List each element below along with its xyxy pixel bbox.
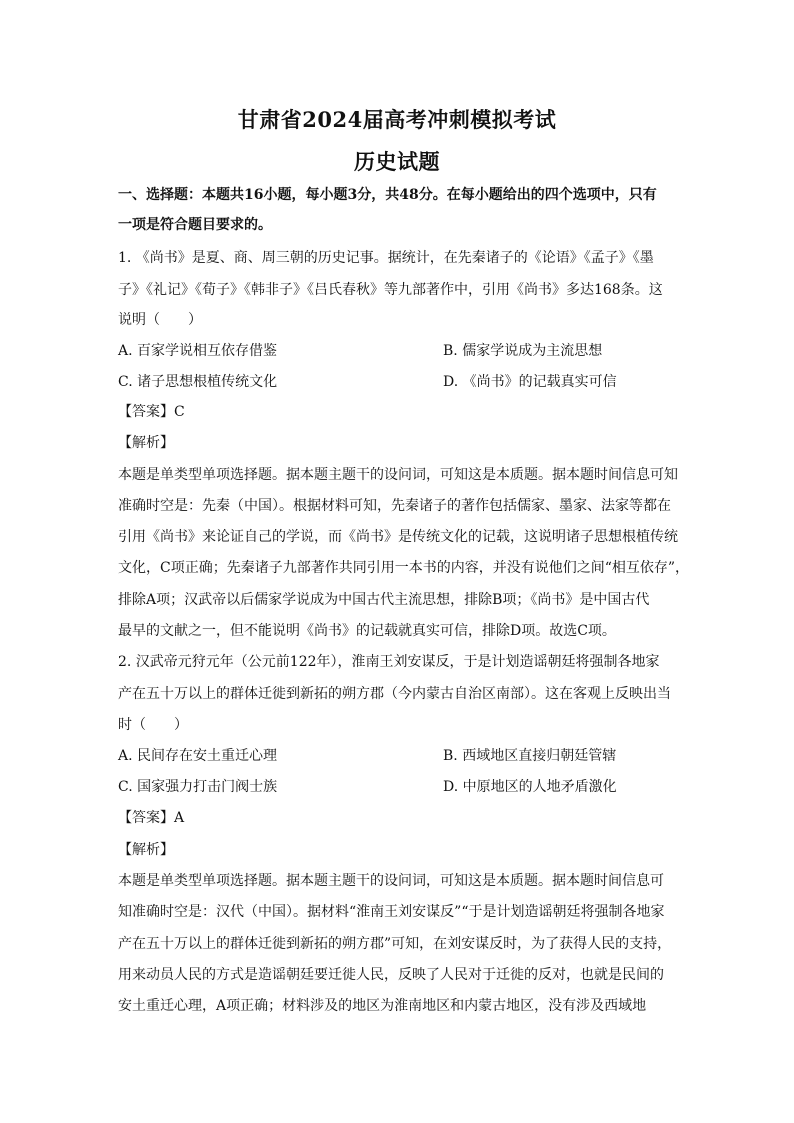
q2-stem-line-1: 2. 汉武帝元狩元年（公元前122年），淮南王刘安谋反，于是计划造谣朝廷将强制各地家 (118, 654, 660, 670)
q2-option-b: B. 西域地区直接归朝廷管辖 (443, 748, 617, 764)
q1-analysis-line-6: 最早的文献之一，但不能说明《尚书》的记载就真实可信，排除D项。故选C项。 (118, 623, 616, 639)
q1-option-c: C. 诸子思想根植传统文化 (118, 374, 278, 390)
q1-analysis-line-2: 准确时空是：先秦（中国）。根据材料可知，先秦诸子的著作包括儒家、墨家、法家等都在 (118, 498, 671, 514)
q1-option-b: B. 儒家学说成为主流思想 (443, 343, 603, 359)
q1-option-d: D. 《尚书》的记载真实可信 (443, 374, 617, 390)
q2-option-d: D. 中原地区的人地矛盾激化 (443, 779, 617, 795)
q1-option-a: A. 百家学说相互依存借鉴 (118, 343, 278, 359)
q1-stem-line-3: 说明（ ） (118, 312, 202, 328)
q2-option-a: A. 民间存在安土重迁心理 (118, 748, 278, 764)
q2-analysis-label: 【解析】 (118, 842, 174, 858)
q1-stem-line-2: 子》《礼记》《荀子》《韩非子》《吕氏春秋》等九部著作中，引用《尚书》多达168条。这 (118, 282, 663, 298)
q1-stem-line-1: 1. 《尚书》是夏、商、周三朝的历史记事。据统计，在先秦诸子的《论语》《孟子》《墨 (118, 250, 654, 266)
q2-analysis-line-5: 安土重迁心理，A项正确；材料涉及的地区为淮南地区和内蒙古地区，没有涉及西域地 (118, 998, 647, 1014)
section-header-line-1: 一、选择题：本题共16小题，每小题3分，共48分。在每小题给出的四个选项中，只有 (118, 187, 657, 203)
q2-answer: 【答案】A (118, 810, 185, 826)
q1-analysis-label: 【解析】 (118, 435, 174, 451)
section-header-line-2: 一项是符合题目要求的。 (118, 217, 272, 233)
exam-subtitle: 历史试题 (354, 149, 440, 174)
q2-analysis-line-3: 产在五十万以上的群体迁徙到新拓的朔方郡”可知，在刘安谋反时，为了获得人民的支持， (118, 936, 672, 952)
q1-analysis-line-5: 排除A项；汉武帝以后儒家学说成为中国古代主流思想，排除B项；《尚书》是中国古代 (118, 592, 650, 608)
q2-stem-line-3: 时（ ） (118, 717, 188, 733)
q2-analysis-line-1: 本题是单类型单项选择题。据本题主题干的设问词，可知这是本质题。据本题时间信息可 (118, 873, 664, 889)
q1-analysis-line-4: 文化，C项正确；先秦诸子九部著作共同引用一本书的内容，并没有说他们之间“相互依存”， (118, 560, 690, 576)
q2-analysis-line-2: 知准确时空是：汉代（中国）。据材料“淮南王刘安谋反”“于是计划造谣朝廷将强制各地家 (118, 904, 665, 920)
q2-stem-line-2: 产在五十万以上的群体迁徙到新拓的朔方郡（今内蒙古自治区南部）。这在客观上反映出当 (118, 686, 671, 702)
q1-answer: 【答案】C (118, 404, 185, 420)
exam-title: 甘肃省2024届高考冲刺模拟考试 (237, 107, 557, 132)
q2-analysis-line-4: 用来动员人民的方式是造谣朝廷要迁徙人民，反映了人民对于迁徙的反对，也就是民间的 (118, 967, 664, 983)
q1-analysis-line-1: 本题是单类型单项选择题。据本题主题干的设问词，可知这是本质题。据本题时间信息可知 (118, 467, 678, 483)
q2-option-c: C. 国家强力打击门阀士族 (118, 779, 278, 795)
q1-analysis-line-3: 引用《尚书》来论证自己的学说，而《尚书》是传统文化的记载，这说明诸子思想根植传统 (118, 529, 678, 545)
